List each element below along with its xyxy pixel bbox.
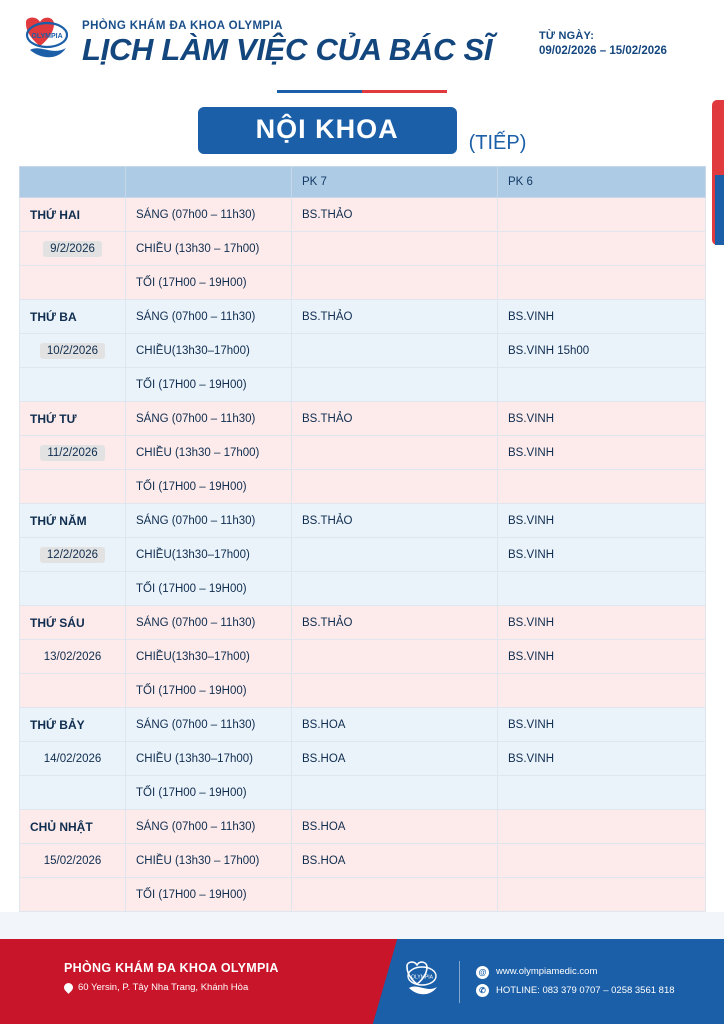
footer-address-row <box>64 982 357 993</box>
cell-date: 14/02/2026 <box>20 742 126 776</box>
cell-pk7-doctor: BS.HOA <box>292 742 498 776</box>
cell-date <box>20 538 126 572</box>
side-accent-blue <box>715 175 724 245</box>
cell-pk6-doctor <box>498 844 706 878</box>
cell-date <box>20 368 126 402</box>
cell-date <box>20 674 126 708</box>
table-row <box>20 878 706 912</box>
cell-pk7-doctor: BS.HOA <box>292 844 498 878</box>
cell-pk7-doctor <box>292 436 498 470</box>
schedule-table-body <box>20 198 706 912</box>
cell-shift: TỐI (17H00 – 19H00) <box>126 266 292 300</box>
underline-blue-segment <box>277 90 362 93</box>
cell-shift: CHIỀU (13h30–17h00) <box>126 742 292 776</box>
footer-logo-icon <box>401 960 443 1004</box>
cell-pk7-doctor: BS.THẢO <box>292 300 498 334</box>
footer-website: www.olympiamedic.com <box>496 966 598 978</box>
cell-shift: TỐI (17H00 – 19H00) <box>126 878 292 912</box>
cell-shift: TỐI (17H00 – 19H00) <box>126 368 292 402</box>
cell-pk6-doctor <box>498 674 706 708</box>
cell-pk6-doctor: BS.VINH <box>498 708 706 742</box>
clinic-name: PHÒNG KHÁM ĐA KHOA OLYMPIA <box>82 20 283 32</box>
cell-shift: TỐI (17H00 – 19H00) <box>126 572 292 606</box>
location-pin-icon <box>62 981 75 994</box>
col-header-shift <box>126 167 292 198</box>
olympia-logo-icon <box>18 16 76 72</box>
footer-contacts <box>476 963 675 999</box>
date-chip: 11/2/2026 <box>40 445 104 461</box>
cell-pk7-doctor <box>292 368 498 402</box>
cell-shift: CHIỀU (13h30 – 17h00) <box>126 844 292 878</box>
cell-pk7-doctor: BS.HOA <box>292 810 498 844</box>
table-row <box>20 572 706 606</box>
cell-pk6-doctor: BS.VINH <box>498 402 706 436</box>
cell-pk6-doctor <box>498 810 706 844</box>
header <box>0 0 724 90</box>
table-row <box>20 436 706 470</box>
cell-pk7-doctor <box>292 640 498 674</box>
title-block <box>82 14 539 67</box>
cell-date <box>20 266 126 300</box>
cell-date <box>20 470 126 504</box>
cell-date: 15/02/2026 <box>20 844 126 878</box>
footer-clinic-name: PHÒNG KHÁM ĐA KHOA OLYMPIA <box>64 961 279 975</box>
table-row <box>20 810 706 844</box>
table-row <box>20 742 706 776</box>
table-row <box>20 266 706 300</box>
table-row <box>20 844 706 878</box>
date-chip: 10/2/2026 <box>40 343 105 359</box>
date-label: TỪ NGÀY: <box>539 30 595 42</box>
date-chip: 12/2/2026 <box>40 547 105 563</box>
cell-shift: CHIỀU (13h30 – 17h00) <box>126 436 292 470</box>
date-range-block <box>539 14 704 57</box>
cell-pk7-doctor <box>292 538 498 572</box>
cell-shift: CHIỀU(13h30–17h00) <box>126 640 292 674</box>
cell-pk6-doctor <box>498 572 706 606</box>
schedule-table <box>19 166 706 912</box>
cell-day: THỨ HAI <box>20 198 126 232</box>
cell-pk7-doctor <box>292 674 498 708</box>
cell-pk7-doctor: BS.THẢO <box>292 402 498 436</box>
col-header-pk6: PK 6 <box>498 167 706 198</box>
footer-hotline: HOTLINE: 083 379 0707 – 0258 3561 818 <box>496 984 675 996</box>
cell-shift: SÁNG (07h00 – 11h30) <box>126 810 292 844</box>
table-header-row <box>20 167 706 198</box>
cell-pk6-doctor <box>498 198 706 232</box>
cell-date <box>20 878 126 912</box>
cell-pk6-doctor <box>498 776 706 810</box>
cell-day: THỨ NĂM <box>20 504 126 538</box>
table-row <box>20 402 706 436</box>
footer-divider <box>459 961 460 1003</box>
cell-pk6-doctor: BS.VINH <box>498 640 706 674</box>
cell-day: THỨ BA <box>20 300 126 334</box>
cell-pk6-doctor: BS.VINH <box>498 504 706 538</box>
date-chip: 9/2/2026 <box>43 241 102 257</box>
footer <box>0 939 724 1024</box>
cell-pk6-doctor <box>498 368 706 402</box>
cell-pk7-doctor <box>292 470 498 504</box>
cell-pk7-doctor <box>292 776 498 810</box>
table-row <box>20 640 706 674</box>
cell-day: THỨ SÁU <box>20 606 126 640</box>
cell-pk7-doctor: BS.THẢO <box>292 198 498 232</box>
table-row <box>20 300 706 334</box>
cell-pk6-doctor: BS.VINH <box>498 742 706 776</box>
table-row <box>20 504 706 538</box>
department-name: NỘI KHOA <box>198 107 457 154</box>
cell-date <box>20 572 126 606</box>
cell-pk6-doctor <box>498 878 706 912</box>
table-row <box>20 606 706 640</box>
footer-website-row[interactable] <box>476 963 675 981</box>
cell-shift: CHIỀU(13h30–17h00) <box>126 334 292 368</box>
cell-shift: SÁNG (07h00 – 11h30) <box>126 708 292 742</box>
cell-shift: SÁNG (07h00 – 11h30) <box>126 504 292 538</box>
table-row <box>20 776 706 810</box>
cell-pk6-doctor: BS.VINH <box>498 606 706 640</box>
cell-pk6-doctor <box>498 232 706 266</box>
cell-pk7-doctor: BS.THẢO <box>292 504 498 538</box>
cell-date <box>20 334 126 368</box>
cell-shift: CHIỀU(13h30–17h00) <box>126 538 292 572</box>
date-range: 09/02/2026 – 15/02/2026 <box>539 45 667 57</box>
underline-red-segment <box>362 90 447 93</box>
cell-pk7-doctor <box>292 878 498 912</box>
cell-date <box>20 232 126 266</box>
table-row <box>20 334 706 368</box>
table-row <box>20 538 706 572</box>
cell-pk7-doctor: BS.THẢO <box>292 606 498 640</box>
table-row <box>20 674 706 708</box>
svg-text:OLYMPIA: OLYMPIA <box>411 974 433 980</box>
cell-shift: SÁNG (07h00 – 11h30) <box>126 198 292 232</box>
cell-pk7-doctor <box>292 266 498 300</box>
cell-pk6-doctor: BS.VINH 15h00 <box>498 334 706 368</box>
table-row <box>20 708 706 742</box>
schedule-table-wrap <box>0 161 724 912</box>
department-suffix: (TIẾP) <box>468 132 527 154</box>
cell-date: 13/02/2026 <box>20 640 126 674</box>
table-row <box>20 232 706 266</box>
cell-pk6-doctor: BS.VINH <box>498 300 706 334</box>
svg-text:OLYMPIA: OLYMPIA <box>31 33 63 40</box>
cell-shift: TỐI (17H00 – 19H00) <box>126 470 292 504</box>
globe-icon: @ <box>476 966 489 979</box>
cell-shift: TỐI (17H00 – 19H00) <box>126 776 292 810</box>
col-header-day <box>20 167 126 198</box>
cell-day: CHỦ NHẬT <box>20 810 126 844</box>
cell-day: THỨ BẢY <box>20 708 126 742</box>
cell-day: THỨ TƯ <box>20 402 126 436</box>
cell-pk6-doctor: BS.VINH <box>498 538 706 572</box>
phone-icon: ✆ <box>476 984 489 997</box>
table-row <box>20 368 706 402</box>
cell-pk6-doctor <box>498 470 706 504</box>
title-underline <box>0 90 724 99</box>
cell-pk7-doctor: BS.HOA <box>292 708 498 742</box>
cell-pk7-doctor <box>292 232 498 266</box>
cell-shift: TỐI (17H00 – 19H00) <box>126 674 292 708</box>
table-row <box>20 470 706 504</box>
cell-pk6-doctor <box>498 266 706 300</box>
cell-shift: SÁNG (07h00 – 11h30) <box>126 402 292 436</box>
footer-hotline-row[interactable] <box>476 982 675 1000</box>
table-row <box>20 198 706 232</box>
cell-pk7-doctor <box>292 572 498 606</box>
cell-shift: SÁNG (07h00 – 11h30) <box>126 300 292 334</box>
footer-right <box>357 939 724 1024</box>
footer-address: 60 Yersin, P. Tây Nha Trang, Khánh Hòa <box>78 982 249 993</box>
page-title: LỊCH LÀM VIỆC CỦA BÁC SĨ <box>82 32 493 67</box>
cell-pk6-doctor: BS.VINH <box>498 436 706 470</box>
col-header-pk7: PK 7 <box>292 167 498 198</box>
cell-shift: SÁNG (07h00 – 11h30) <box>126 606 292 640</box>
department-banner <box>0 99 724 161</box>
cell-date <box>20 436 126 470</box>
cell-shift: CHIỀU (13h30 – 17h00) <box>126 232 292 266</box>
cell-pk7-doctor <box>292 334 498 368</box>
cell-date <box>20 776 126 810</box>
footer-left <box>0 939 357 1024</box>
